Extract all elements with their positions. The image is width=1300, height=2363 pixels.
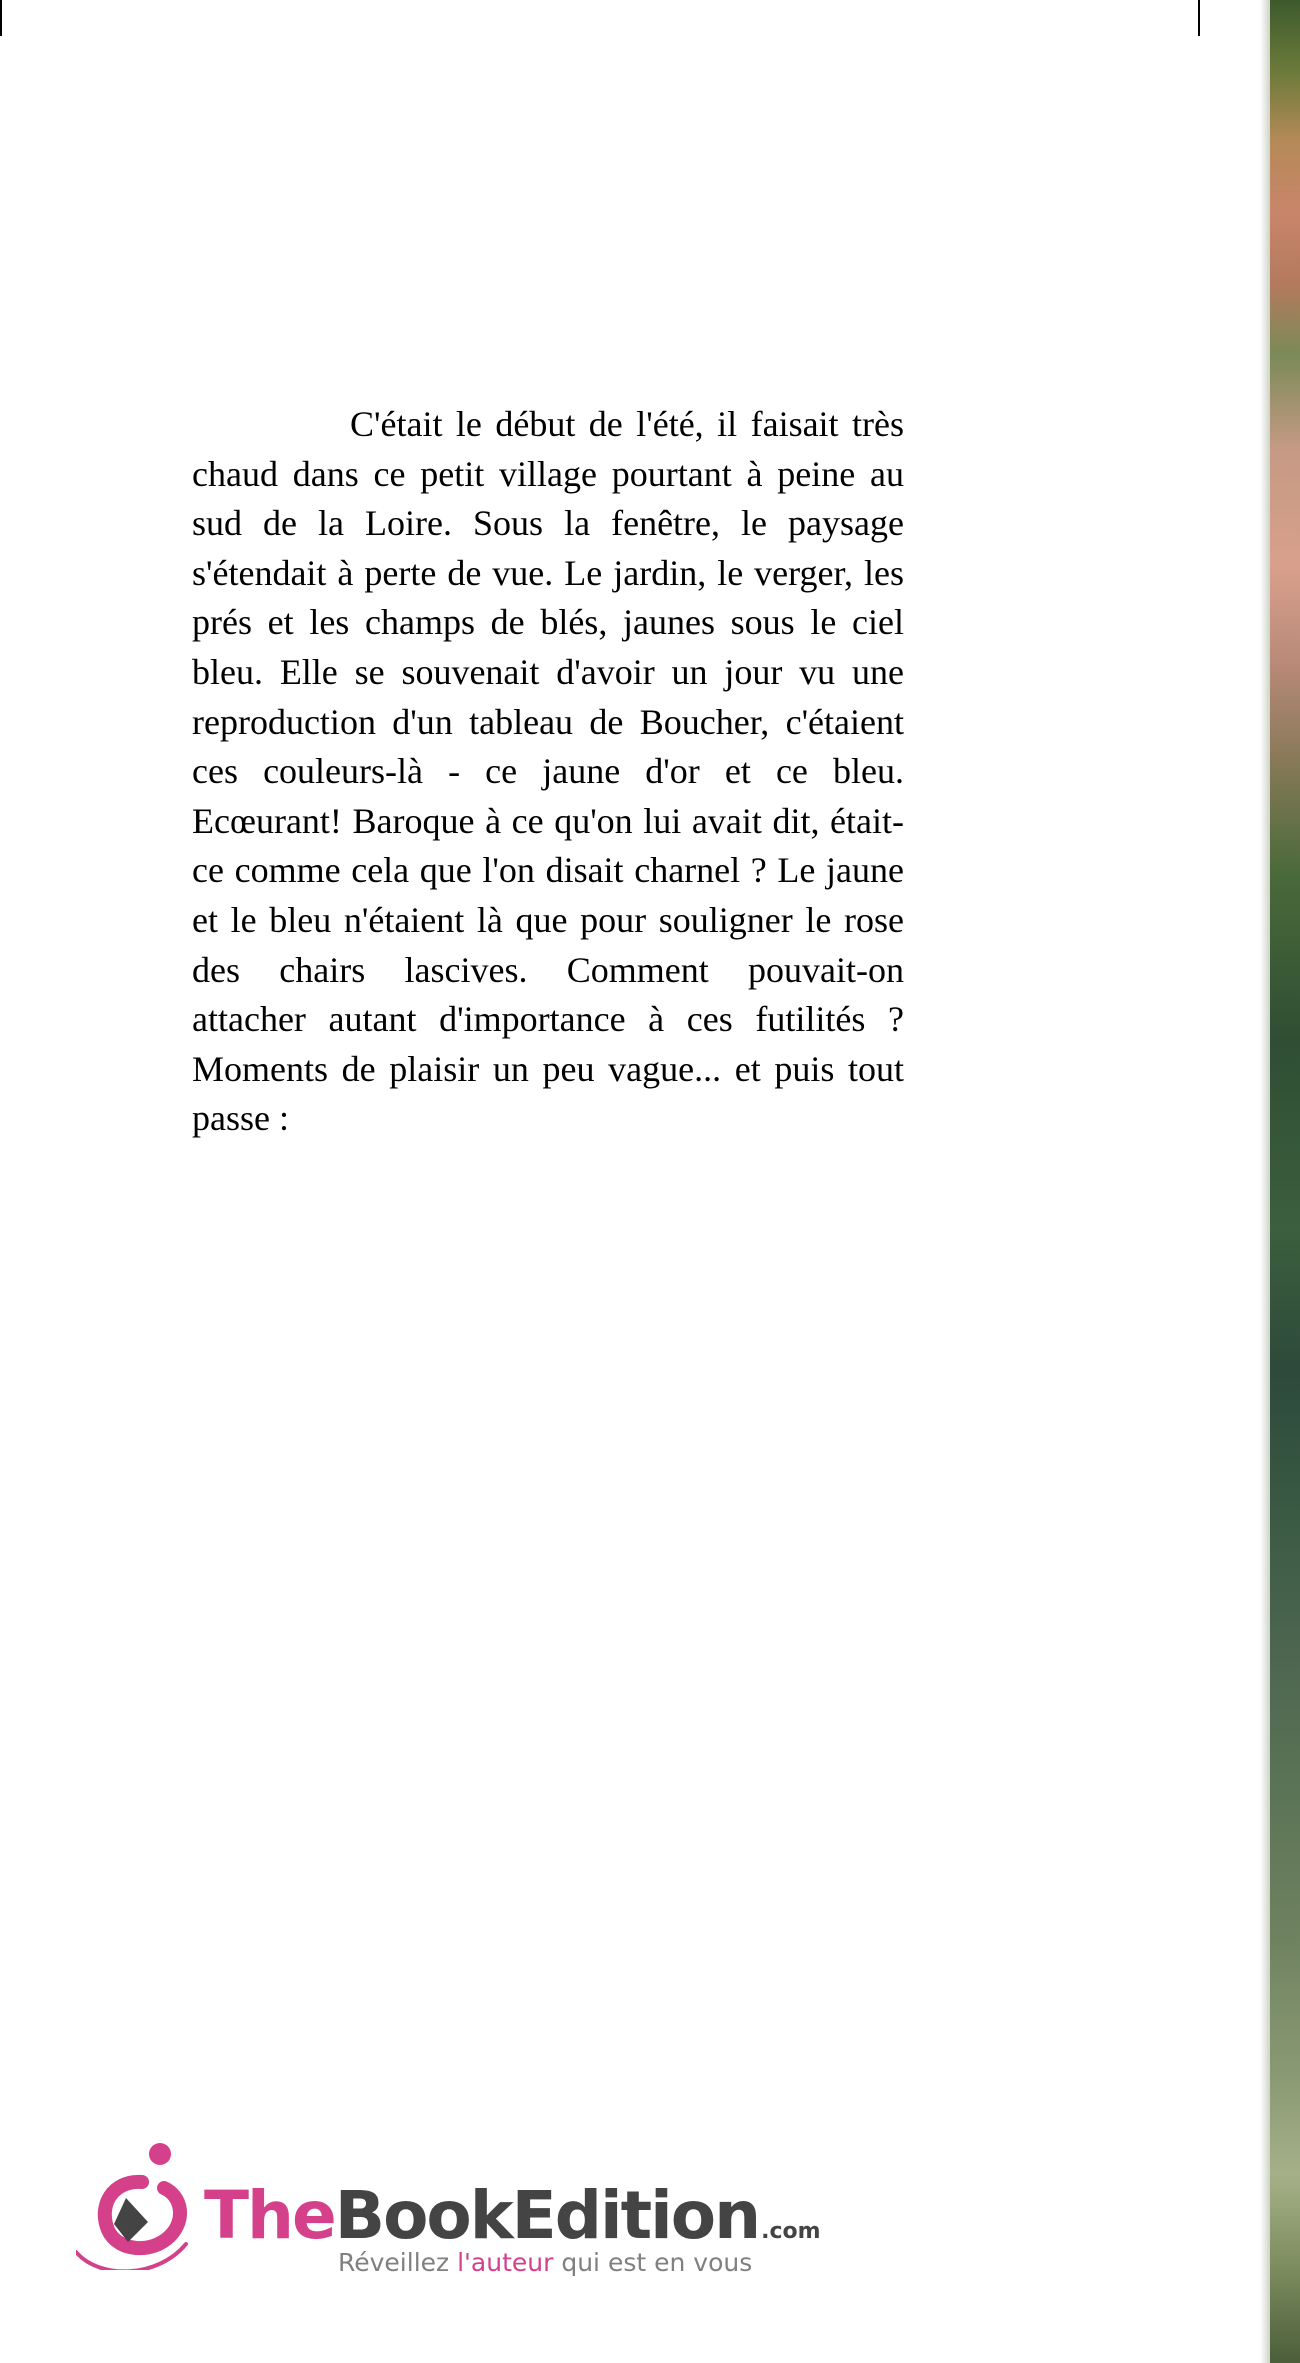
logo-word-bookedition: BookEdition xyxy=(334,2177,760,2254)
crop-mark-right xyxy=(1198,0,1200,36)
logo-tagline xyxy=(338,2248,752,2277)
person-swirl-logo-icon xyxy=(76,2140,196,2270)
crop-mark-left xyxy=(0,0,2,36)
logo-domain-suffix: .com xyxy=(761,2219,821,2244)
cover-spine-strip xyxy=(1270,0,1300,2363)
logo-word-the: The xyxy=(204,2177,335,2254)
publisher-logo xyxy=(76,2140,876,2290)
tagline-end: qui est en vous xyxy=(553,2248,753,2277)
tagline-accent-word: l'auteur xyxy=(457,2248,554,2277)
body-paragraph: C'était le début de l'été, il faisait très chaud dans ce petit village pourtant à peine au sud de la Loire. Sous la fenêtre, le paysage s'étendait à perte de vue. Le jardin, le verger, les prés et les champs de blés, jaunes sous le ciel bleu. Elle se souvenait d'avoir un jour vu une reproduction d'un tableau de Boucher, c'étaient ces couleurs-là - ce jaune d'or et ce bleu. Ecœurant! Baroque à ce qu'on lui avait dit, était-ce comme cela que l'on disait charnel ? Le jaune et le bleu n'étaient là que pour souligner le rose des chairs lascives. Comment pouvait-on attacher autant d'importance à ces futilités ? Moments de plaisir un peu vague... et puis tout passe : xyxy=(192,404,904,1139)
tagline-start: Réveillez xyxy=(338,2248,458,2277)
